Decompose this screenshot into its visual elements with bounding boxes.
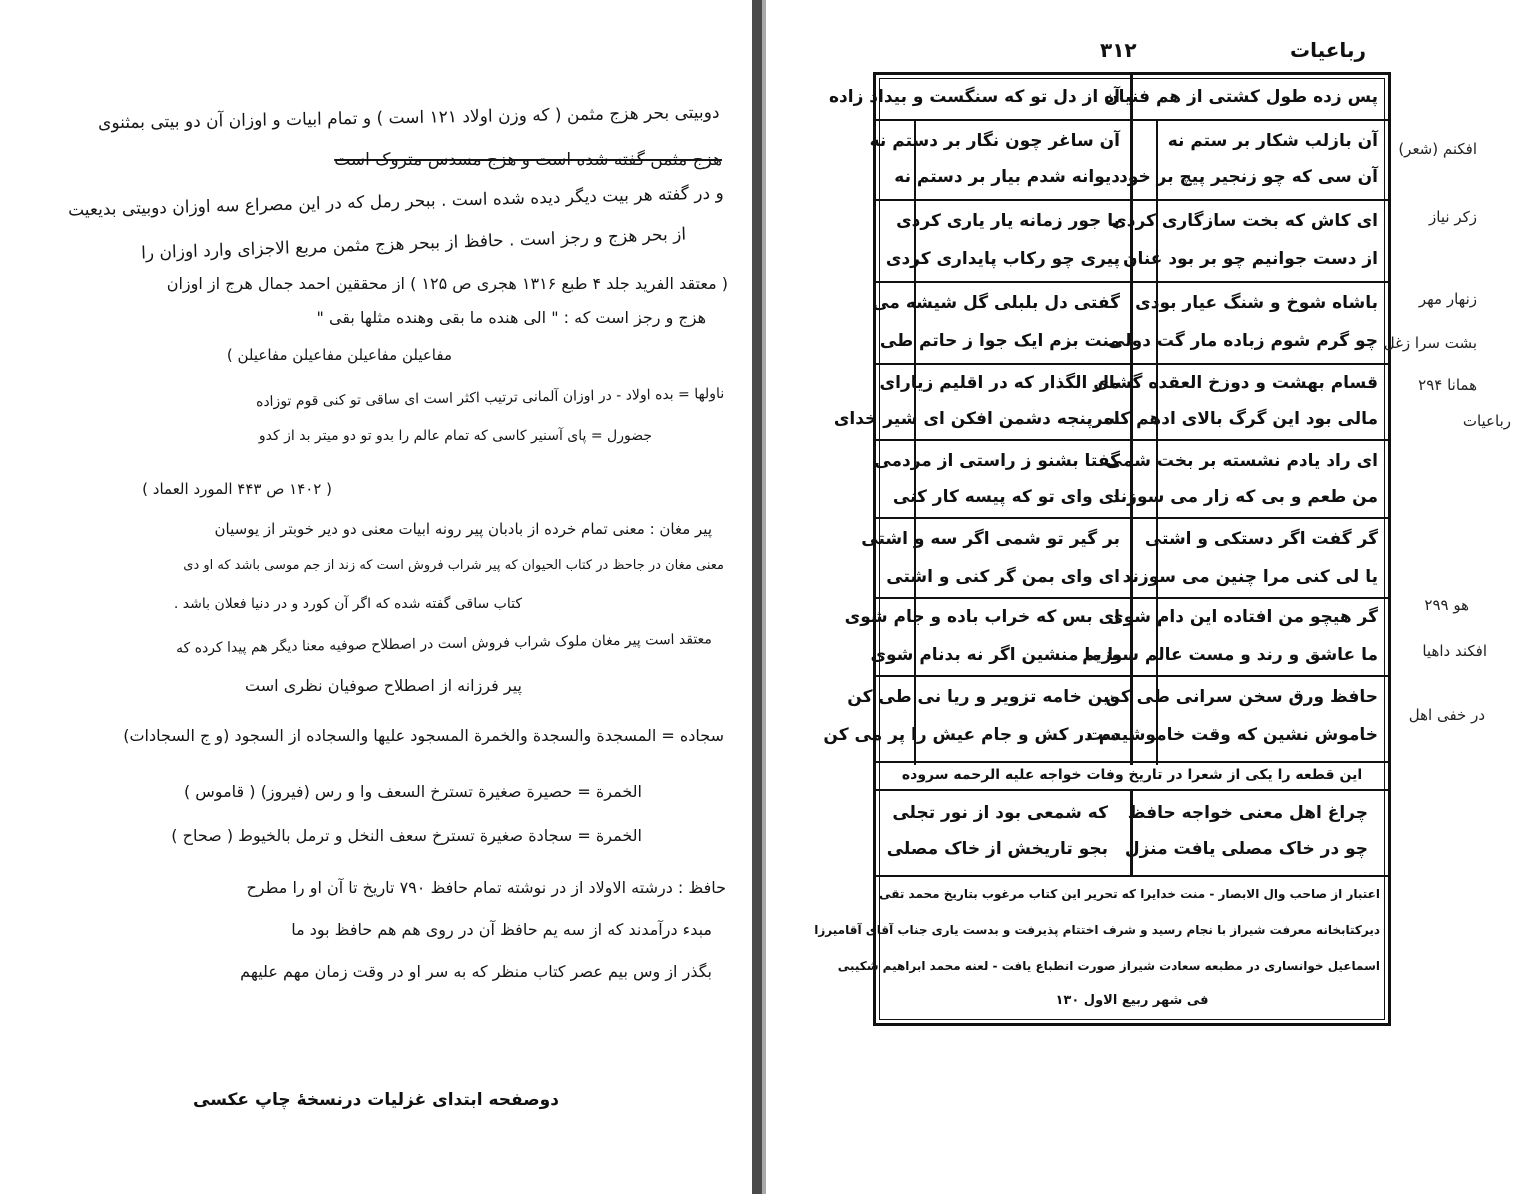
- verse-r7-left-2: ای وای بمن گر کنی و اشتی: [886, 567, 1120, 587]
- colophon-line-1: اعتبار از صاحب وال الابصار - منت خدایرا که تحریر این کتاب مرغوب بتاریخ محمد تقی: [879, 887, 1380, 901]
- margin-note-7: هو ۲۹۹: [1424, 596, 1469, 614]
- verse-r7-right-1: گر گفت اگر دستکی و اشتی: [1144, 529, 1378, 549]
- note-line-9: جضورل = پای آسنیر کاسی که تمام عالم را بدو تو دو میتر بد از کدو: [258, 428, 652, 444]
- final-r-right-2: چو در خاک مصلی یافت منزل: [1124, 839, 1368, 859]
- final-r-right-1: چراغ اهل معنی خواجه حافظ: [1127, 803, 1368, 823]
- verse-r5-left-1: مار الگذار که در اقلیم زیارای: [879, 373, 1120, 393]
- verse-r3-left-2: پیری چو رکاب پایداری کردی: [885, 249, 1120, 269]
- verse-r3-right-1: ای کاش که بخت سازگاری کردی: [1111, 211, 1378, 231]
- verse-r1-right: پس زده طول کشتی از هم فنیان: [1104, 87, 1378, 107]
- verse-r2-left-2: دیوانه شدم بیار بر دستم نه: [894, 167, 1120, 187]
- note-line-5: ( معتقد الفرید جلد ۴ طبع ۱۳۱۶ هجری ص ۱۲۵ ) از محققین احمد جمال هرج از اوزان: [166, 274, 728, 293]
- verse-r9-right-2: خاموش نشین که وقت خاموشیست: [1086, 725, 1378, 745]
- verse-r5-left-2: سرپنجه دشمن افکن ای شیر خدای: [833, 409, 1120, 429]
- verse-r6-right-1: ای راد یادم نشسته بر بخت شمی: [1105, 451, 1378, 471]
- note-line-18: الخمرة = سجادة صغیرة تسترخ سعف النخل و ترمل بالخیوط ( صحاح ): [171, 826, 642, 845]
- page-caption: دوصفحه ابتدای غزلیات درنسخهٔ چاپ عکسی: [193, 1090, 559, 1110]
- margin-note-1: افکنم (شعر): [1398, 140, 1477, 158]
- note-line-20: مبدء درآمدند که از سه یم حافظ آن در روی هم هم حافظ بود ما: [291, 920, 712, 939]
- final-r-left-2: بجو تاریخش از خاک مصلی: [886, 839, 1108, 859]
- margin-note-9: در خفی اهل: [1408, 706, 1485, 724]
- note-line-17: الخمرة = حصیرة صغیرة تسترخ السعف وا و رس (فیروز) ( قاموس ): [183, 782, 642, 801]
- margin-note-3: زنهار مهر: [1418, 290, 1477, 308]
- verse-r2-right-1: آن بازلب شکار بر ستم نه: [1167, 131, 1378, 151]
- note-line-11: پیر مغان : معنی تمام خرده از بادبان پیر رونه ابیات معنی دو دیر خوبتر از یوسیان: [214, 520, 712, 538]
- verse-r8-left-2: با ما منشین اگر نه بدنام شوی: [870, 645, 1120, 665]
- page-number: ۳۱۲: [1100, 38, 1137, 62]
- colophon-line-3: اسماعیل خوانساری در مطبعه سعادت شیراز صورت انطباع یافت - لعنه محمد ابراهیم شکیبی: [837, 959, 1380, 973]
- note-line-8: ناولها = بده اولاد - در اوزان آلمانی ترتیب اکثر است ای ساقی تو کنی قوم توزاده: [255, 385, 725, 411]
- margin-note-2: زکر نیاز: [1429, 208, 1477, 226]
- note-line-21: بگذر از وس بیم عصر کتاب منظر که به سر او در وقت زمان مهم علیهم: [240, 962, 712, 981]
- verse-r8-left-1: ای بس که خراب باده و جام شوی: [844, 607, 1120, 627]
- margin-note-4: بشت سرا زغل: [1383, 334, 1477, 352]
- book-gutter: [752, 0, 762, 1194]
- note-line-4: از بحر هزج و رجز است . حافظ از ببحر هزج مثمن مربع الاجزای وارد اوزان را: [140, 224, 687, 264]
- note-line-15: پیر فرزانه از اصطلاح صوفیان نظری است: [245, 676, 522, 695]
- section-title: رباعیات: [1290, 38, 1366, 62]
- verse-r9-right-1: حافظ ورق سخن سرانی طی کن: [1105, 687, 1378, 707]
- verse-r6-left-2: ای وای تو که پیسه کار کنی: [892, 487, 1120, 507]
- note-line-13: کتاب ساقی گفته شده که اگر آن کورد و در دنیا فعلان باشد .: [173, 596, 522, 612]
- verse-r5-right-2: مالی بود این گرگ بالای ادهم کاه: [1103, 409, 1378, 429]
- final-r-left-1: که شمعی بود از نور تجلی: [892, 803, 1108, 823]
- verse-r1-left: آه از دل تو که سنگست و بیداد زاده: [828, 87, 1120, 107]
- margin-note-8: افکند داهیا: [1422, 642, 1487, 660]
- verse-r4-left-2: منت بزم ایک جوا ز حاتم طی: [879, 331, 1120, 351]
- verse-r6-left-1: گفتا بشنو ز راستی از مردمی: [874, 451, 1120, 471]
- manuscript-frame: [814, 72, 1391, 1026]
- verse-r6-right-2: من طعم و بی که زار می سوزند: [1110, 487, 1378, 507]
- verse-r9-left-1: وین خامه تزویر و ریا نی طی کن: [847, 687, 1120, 707]
- margin-note-6: رباعیات: [1462, 412, 1511, 430]
- verse-r5-right-1: قسام بهشت و دوزخ العقده گشای: [1093, 373, 1378, 393]
- note-line-2-struck: هزج مثمن گفته شده است و هزج مسدس متروک است: [334, 150, 722, 170]
- margin-note-5: همانا ۲۹۴: [1418, 376, 1477, 394]
- left-page-handwritten-notes: [0, 0, 752, 1194]
- verse-r8-right-2: ما عاشق و رند و مست عالم سوزیم: [1082, 645, 1378, 665]
- note-line-10: ( ۱۴۰۲ ص ۴۴۳ المورد العماد ): [142, 480, 332, 498]
- note-line-16: سجاده = المسجدة والسجدة والخمرة المسجود علیها والسجاده از السجود (و ج السجادات): [123, 726, 724, 745]
- verse-r7-right-2: یا لی کنی مرا چنین می سوزند: [1122, 567, 1378, 587]
- note-line-6: هزج و رجز است که : " الی هنده ما بقی وهنده مثلها بقی ": [316, 308, 706, 327]
- verse-r2-right-2: آن سی که چو زنجیر پیچ بر خود: [1119, 167, 1378, 187]
- verse-r2-left-1: آن ساغر چون نگار بر دستم نه: [869, 131, 1120, 151]
- note-line-1: دوبیتی بحر هزج مثمن ( که وزن اولاد ۱۲۱ است ) و تمام ابیات و اوزان آن دو بیتی بمثنوی: [98, 102, 721, 134]
- note-line-3: و در گفته هر بیت دیگر دیده شده است . ببحر رمل که در این مصراع سه اوزان دوبیتی بدیعیت: [68, 183, 725, 221]
- verse-r4-right-1: باشاه شوخ و شنگ عیار بودی: [1135, 293, 1378, 313]
- verse-r3-left-1: با جور زمانه یار یاری کردی: [896, 211, 1120, 231]
- note-line-14: معتقد است پیر مغان ملوک شراب فروش است در اصطلاح صوفیه معنا دیگر هم پیدا کرده که: [176, 631, 713, 657]
- verse-r4-right-2: چو گرم شوم زباده مار گت دولی: [1108, 331, 1378, 351]
- colophon-line-2: دیرکتابخانه معرفت شیراز با نجام رسید و شرف اختتام پذیرفت و بدست یاری جناب آقای آقامیرزا: [814, 923, 1380, 937]
- verse-r4-left-1: گفتی دل بلبلی گل شیشه می: [872, 293, 1120, 313]
- verse-r3-right-2: از دست جوانیم چو بر بود عنان: [1122, 249, 1378, 269]
- verse-r7-left-1: بر گیر تو شمی اگر سه و اشتی: [861, 529, 1120, 549]
- verse-r8-right-1: گر هیچو من افتاده این دام شوی: [1108, 607, 1378, 627]
- colophon-line-4: فی شهر ربیع الاول ۱۳۰: [1055, 993, 1209, 1008]
- note-line-7: مفاعیلن مفاعیلن مفاعیلن مفاعیلن ): [226, 346, 452, 364]
- verse-r9-left-2: دم در کش و جام عیش را پر می کن: [823, 725, 1120, 745]
- note-line-12: معنی مغان در جاحظ در کتاب الحیوان که پیر شراب فروش است که زند از جم موسی باشد که او دی: [183, 558, 724, 573]
- banner-text: این قطعه را یکی از شعرا در تاریخ وفات خواجه علیه الرحمه سروده: [901, 767, 1363, 783]
- note-line-19: حافظ : درشته الاولاد از در نوشته تمام حافظ ۷۹۰ تاریخ تا آن او را مطرح: [246, 878, 726, 897]
